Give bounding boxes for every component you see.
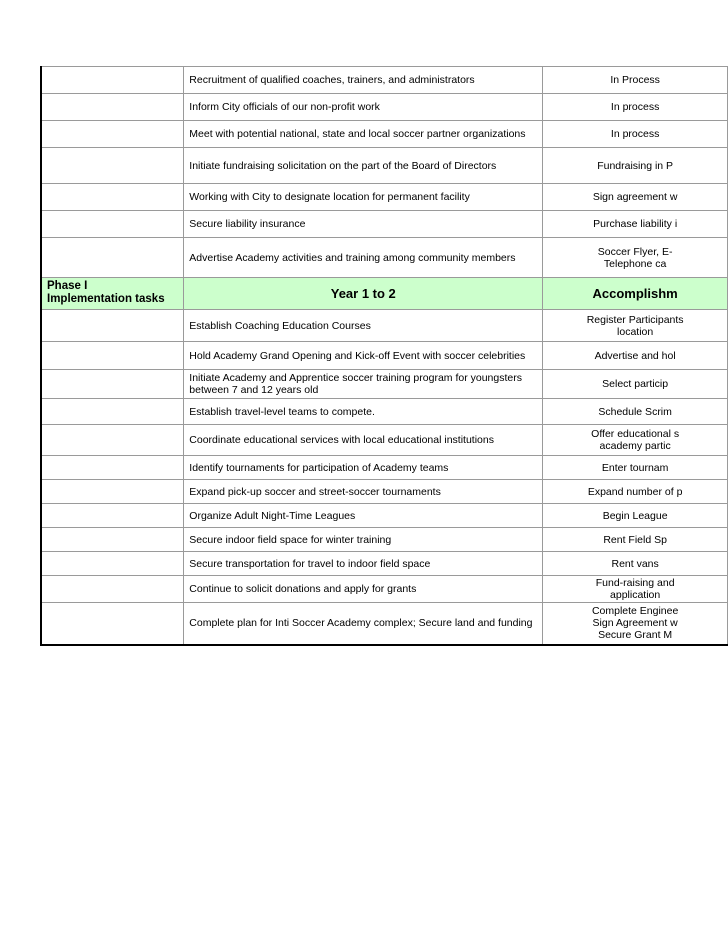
status-cell[interactable] xyxy=(543,603,728,645)
status-cell[interactable] xyxy=(543,425,728,456)
table-row xyxy=(41,211,728,238)
table-row xyxy=(41,148,728,184)
phase-cell[interactable] xyxy=(41,425,184,456)
status-cell[interactable]: Fundraising in P xyxy=(543,148,728,184)
task-cell[interactable]: Coordinate educational services with local educational institutions xyxy=(184,425,543,456)
phase-cell[interactable] xyxy=(41,603,184,645)
status-cell[interactable]: Purchase liability i xyxy=(543,211,728,238)
table-row xyxy=(41,552,728,576)
status-line: Complete Enginee xyxy=(591,605,679,618)
task-line: Initiate Academy and Apprentice soccer training program for youngsters xyxy=(189,372,522,384)
task-cell[interactable]: Initiate fundraising solicitation on the part of the Board of Directors xyxy=(184,148,543,184)
task-cell[interactable]: Continue to solicit donations and apply for grants xyxy=(184,576,543,603)
phase-subtitle: Implementation tasks xyxy=(47,293,165,305)
table-row xyxy=(41,184,728,211)
table-row xyxy=(41,342,728,370)
status-cell[interactable]: In process xyxy=(543,121,728,148)
task-cell[interactable]: Meet with potential national, state and local soccer partner organizations xyxy=(184,121,543,148)
phase-title: Phase I xyxy=(47,280,88,292)
task-cell[interactable]: Recruitment of qualified coaches, trainers, and administrators xyxy=(184,67,543,94)
table-row xyxy=(41,399,728,425)
status-line: application xyxy=(610,589,661,601)
task-cell[interactable]: Complete plan for Inti Soccer Academy complex; Secure land and funding xyxy=(184,603,543,645)
task-cell[interactable]: Secure indoor field space for winter training xyxy=(184,528,543,552)
task-cell[interactable]: Advertise Academy activities and training among community members xyxy=(184,238,543,278)
phase-cell[interactable] xyxy=(41,504,184,528)
status-line: Register Participants xyxy=(586,313,684,326)
table-row xyxy=(41,238,728,278)
task-cell[interactable]: Working with City to designate location for permanent facility xyxy=(184,184,543,211)
task-cell[interactable]: Secure transportation for travel to indoor field space xyxy=(184,552,543,576)
table-row xyxy=(41,67,728,94)
table-row xyxy=(41,370,728,399)
task-cell[interactable] xyxy=(184,370,543,399)
status-cell[interactable]: Expand number of p xyxy=(543,480,728,504)
task-cell[interactable]: Secure liability insurance xyxy=(184,211,543,238)
phase-cell[interactable] xyxy=(41,310,184,342)
phase-header-row xyxy=(41,278,728,310)
status-line: Secure Grant M xyxy=(598,629,673,642)
table-row xyxy=(41,121,728,148)
status-line: Soccer Flyer, E- xyxy=(597,245,673,258)
status-cell[interactable]: Select particip xyxy=(543,370,728,399)
table-row xyxy=(41,425,728,456)
table-row xyxy=(41,310,728,342)
status-line: Sign Agreement w xyxy=(592,617,678,630)
status-cell[interactable]: Rent vans xyxy=(543,552,728,576)
status-cell[interactable]: Enter tournam xyxy=(543,456,728,480)
phase-cell[interactable] xyxy=(41,94,184,121)
period-header[interactable]: Year 1 to 2 xyxy=(184,278,543,310)
task-cell[interactable]: Establish Coaching Education Courses xyxy=(184,310,543,342)
phase-cell[interactable] xyxy=(41,121,184,148)
status-cell[interactable] xyxy=(543,576,728,603)
task-cell[interactable]: Organize Adult Night-Time Leagues xyxy=(184,504,543,528)
phase-cell[interactable] xyxy=(41,456,184,480)
table-row xyxy=(41,480,728,504)
status-cell[interactable]: Begin League xyxy=(543,504,728,528)
table-row xyxy=(41,456,728,480)
phase-cell[interactable] xyxy=(41,480,184,504)
phase-cell[interactable] xyxy=(41,342,184,370)
status-line: Fund-raising and xyxy=(595,577,675,589)
table-row xyxy=(41,576,728,603)
task-cell[interactable]: Identify tournaments for participation of Academy teams xyxy=(184,456,543,480)
table-row xyxy=(41,603,728,645)
status-line: academy partic xyxy=(599,440,671,452)
task-cell[interactable]: Expand pick-up soccer and street-soccer tournaments xyxy=(184,480,543,504)
status-line: Offer educational s xyxy=(591,428,680,440)
accomplishments-header[interactable]: Accomplishm xyxy=(543,278,728,310)
status-cell[interactable]: In Process xyxy=(543,67,728,94)
phase-cell[interactable] xyxy=(41,238,184,278)
phase-cell[interactable] xyxy=(41,370,184,399)
status-cell[interactable] xyxy=(543,238,728,278)
status-line: Telephone ca xyxy=(603,257,667,270)
status-cell[interactable]: Advertise and hol xyxy=(543,342,728,370)
status-cell[interactable]: Sign agreement w xyxy=(543,184,728,211)
phase-cell[interactable] xyxy=(41,528,184,552)
phase-cell[interactable] xyxy=(41,399,184,425)
phase-cell[interactable] xyxy=(41,211,184,238)
phase-cell[interactable] xyxy=(41,576,184,603)
table-row xyxy=(41,94,728,121)
status-cell[interactable]: Schedule Scrim xyxy=(543,399,728,425)
task-table xyxy=(40,66,728,646)
task-cell[interactable]: Establish travel-level teams to compete. xyxy=(184,399,543,425)
status-line: location xyxy=(617,325,654,338)
task-cell[interactable]: Hold Academy Grand Opening and Kick-off Event with soccer celebrities xyxy=(184,342,543,370)
phase-cell[interactable] xyxy=(41,67,184,94)
status-cell[interactable]: In process xyxy=(543,94,728,121)
status-cell[interactable] xyxy=(543,310,728,342)
status-cell[interactable]: Rent Field Sp xyxy=(543,528,728,552)
phase-title-cell[interactable] xyxy=(41,278,184,310)
table-row xyxy=(41,528,728,552)
task-cell[interactable]: Inform City officials of our non-profit work xyxy=(184,94,543,121)
phase-cell[interactable] xyxy=(41,148,184,184)
phase-cell[interactable] xyxy=(41,552,184,576)
table-row xyxy=(41,504,728,528)
task-line: between 7 and 12 years old xyxy=(189,384,319,396)
phase-cell[interactable] xyxy=(41,184,184,211)
